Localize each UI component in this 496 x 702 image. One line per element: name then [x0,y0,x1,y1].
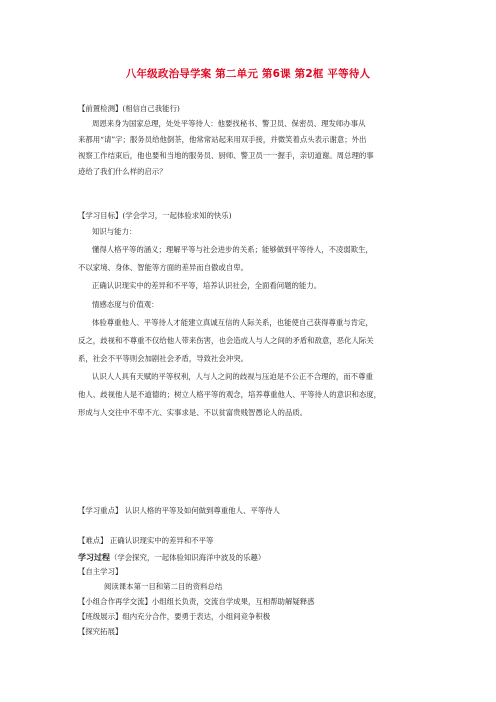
goals-subheading: 情感态度与价值观： [92,300,159,309]
preview-line: 周恩来身为国家总理，处处平等待人：他要找秘书、警卫员、保密员、理发师办事从 [92,119,366,128]
goals-paragraph: 系，社会不平等则会加剧社会矛盾，导致社会冲突。 [78,354,248,363]
preview-heading: 【前置检测】(相信自己我能行) [78,104,180,113]
preview-line: 来都用“请”字；服务员给他倒茶，他常常站起来用双手接，并微笑着点头表示谢意；外出 [78,135,367,144]
goals-subheading: 知识与能力： [92,227,137,236]
process-heading [78,552,426,563]
preview-line: 迹给了我们什么样的启示？ [78,167,167,176]
group-exchange: 【小组合作再学交流】小组组长负责，交流自学成果，互相帮助解疑释惑 [78,597,315,606]
self-study-detail: 阅读课本第一目和第二目的资料总结 [104,582,223,591]
process-heading-bold: 学习过程 [78,552,110,562]
goals-paragraph: 认识人人具有天赋的平等权利，人与人之间的歧视与压迫是不公正不合理的，而不尊重 [92,372,373,381]
document-title: 八年级政治导学案 第二单元 第6课 第2框 平等待人 [125,68,371,80]
goals-paragraph: 正确认识现实中的差异和不平等，培养认识社会，全面看问题的能力。 [92,281,322,290]
goals-heading: 【学习目标】(学会学习，一起体验求知的快乐) [78,211,232,220]
goals-paragraph: 他人、歧视他人是不道德的；树立人格平等的观念，培养尊重他人、平等待人的意识和态度， [78,390,382,399]
class-show: 【班级展示】组内充分合作，要勇于表达，小组间竞争积极 [78,612,271,621]
explore-extend: 【探究拓展】 [78,627,123,636]
key-point: 【学习重点】 认识人格的平等及如何做到尊重他人、平等待人 [78,506,280,515]
difficulty: 【难点】 正确认识现实中的差异和不平等 [78,536,214,545]
goals-paragraph: 形成与人交往中不卑不亢、实事求是、不以贫富贵贱智愚论人的品质。 [78,408,308,417]
self-study-heading: 【自主学习】 [78,567,123,576]
goals-paragraph: 体验尊重他人、平等待人才能建立真诚互信的人际关系，也能使自己获得尊重与肯定， [92,318,373,327]
goals-paragraph: 反之，歧视和不尊重不仅给他人带来伤害，也会造成人与人之间的矛盾和敌意，恶化人际关 [78,336,374,345]
goals-paragraph: 不以家境、身体、智能等方面的差异而自傲或自卑。 [78,263,248,272]
process-heading-rest: （学会探究，一起体验知识海洋中波及的乐趣） [110,553,266,562]
preview-line: 视察工作结束后，他也要和当地的服务员、厨师、警卫员一一握手，亲切道谢。周总理的事 [78,151,374,160]
goals-paragraph: 懂得人格平等的涵义；理解平等与社会进步的关系；能够做到平等待人，不凌弱欺生， [92,245,373,254]
